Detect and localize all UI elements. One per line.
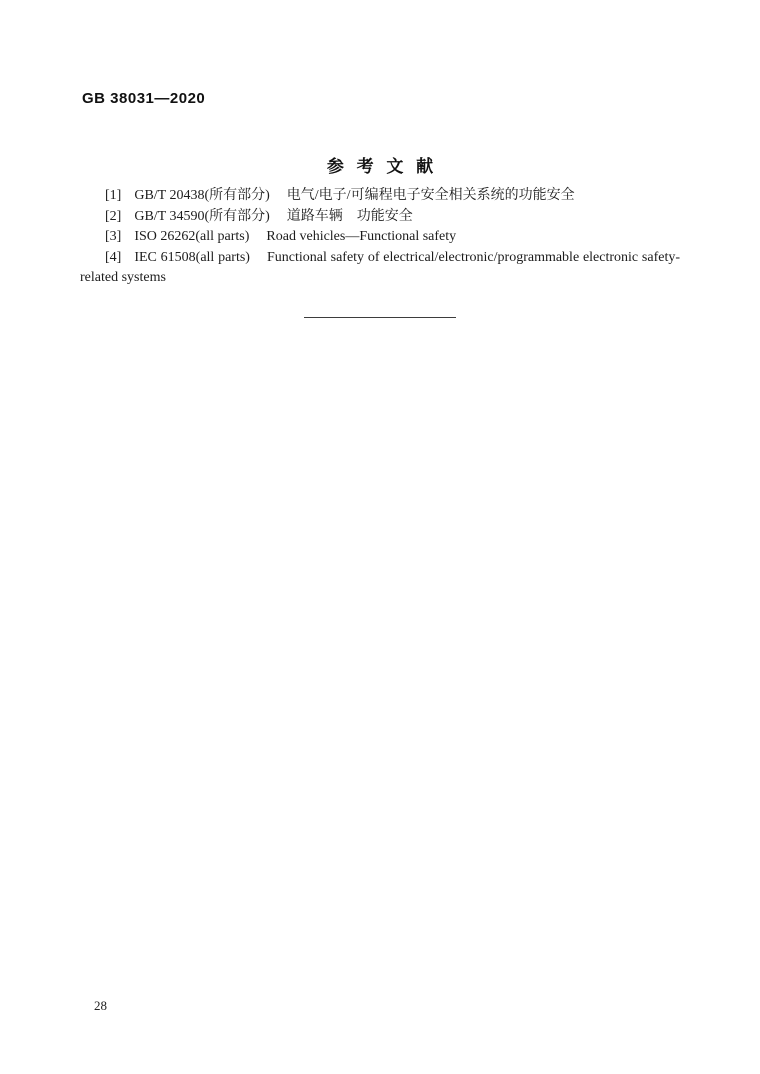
reference-item	[80, 227, 680, 248]
reference-standard-code: GB/T 34590(所有部分)	[134, 208, 270, 224]
reference-label: [4]	[105, 249, 122, 265]
reference-description: Functional safety of electrical/electronic/programmable electronic safety-related systems	[80, 249, 680, 286]
reference-list	[80, 186, 680, 289]
reference-description: 电气/电子/可编程电子安全相关系统的功能安全	[286, 188, 575, 203]
end-of-document-rule	[304, 317, 456, 318]
reference-standard-code: GB/T 20438(所有部分)	[134, 188, 270, 203]
reference-description: Road vehicles—Functional safety	[266, 229, 457, 245]
reference-standard-code: ISO 26262(all parts)	[134, 229, 250, 245]
reference-description: 道路车辆 功能安全	[286, 208, 413, 224]
reference-label: [1]	[105, 188, 122, 203]
reference-label: [2]	[105, 208, 122, 224]
references-title: 参考文献	[326, 157, 446, 176]
standard-number-header: GB 38031—2020	[82, 90, 206, 107]
page-number: 28	[94, 998, 107, 1013]
reference-label: [3]	[105, 229, 122, 245]
reference-item	[80, 248, 680, 289]
reference-item	[80, 186, 680, 207]
reference-item	[80, 207, 680, 228]
reference-standard-code: IEC 61508(all parts)	[134, 249, 250, 265]
